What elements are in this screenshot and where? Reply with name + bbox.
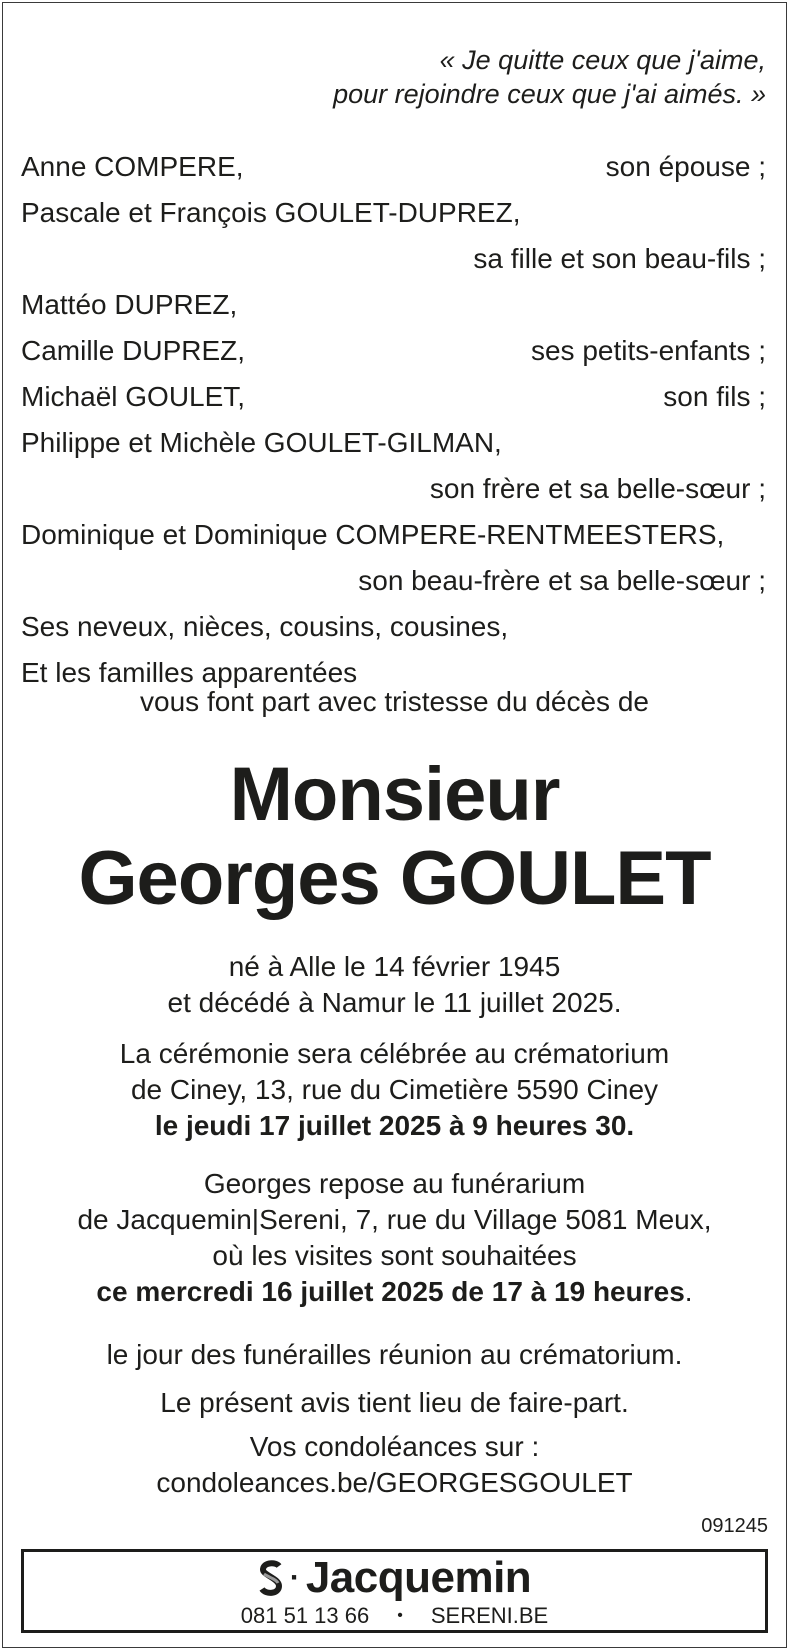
visit-line-1: Georges repose au funérarium bbox=[203, 1168, 586, 1199]
funeral-home-contact bbox=[24, 1602, 765, 1630]
bullet-separator: • bbox=[397, 1607, 403, 1624]
visit-date: ce mercredi 16 juillet 2025 de 17 à 19 heures bbox=[96, 1276, 685, 1307]
family-name: Et les familles apparentées bbox=[21, 657, 358, 688]
family-name: Dominique et Dominique COMPERE-RENTMEESTERS, bbox=[21, 519, 725, 550]
ceremony-block bbox=[3, 1036, 786, 1144]
family-relation: ses petits-enfants ; bbox=[530, 335, 766, 366]
family-name: Ses neveux, nièces, cousins, cousines, bbox=[21, 611, 509, 642]
family-name: Mattéo DUPREZ, bbox=[21, 289, 238, 320]
family-name: Michaël GOULET, bbox=[21, 381, 246, 412]
deceased-name: Georges GOULET bbox=[78, 836, 711, 921]
family-row bbox=[21, 190, 766, 236]
s-logo-icon bbox=[258, 1559, 284, 1597]
family-row bbox=[21, 282, 766, 328]
funeral-home-name: Jacquemin bbox=[305, 1553, 532, 1602]
funeral-home-logo bbox=[24, 1554, 765, 1602]
funeral-home-banner bbox=[21, 1549, 768, 1633]
notice-line: Le présent avis tient lieu de faire-part. bbox=[160, 1387, 629, 1418]
quote-line-2: pour rejoindre ceux que j'ai aimés. » bbox=[333, 79, 766, 109]
funeral-home-phone: 081 51 13 66 bbox=[240, 1603, 370, 1628]
family-relation: sa fille et son beau-fils ; bbox=[473, 243, 766, 274]
visit-date-line bbox=[3, 1274, 786, 1310]
family-relation: son beau-frère et sa belle-sœur ; bbox=[358, 565, 766, 596]
visit-line-3: où les visites sont souhaitées bbox=[212, 1240, 577, 1271]
family-row bbox=[21, 374, 766, 420]
family-relation: son fils ; bbox=[663, 381, 766, 412]
family-name: Camille DUPREZ, bbox=[21, 335, 246, 366]
deceased-title: Monsieur bbox=[229, 752, 560, 837]
family-row bbox=[21, 420, 766, 466]
death-line: et décédé à Namur le 11 juillet 2025. bbox=[167, 987, 622, 1018]
funeral-home-website: SERENI.BE bbox=[430, 1603, 549, 1628]
condolences-block bbox=[3, 1429, 786, 1501]
birth-line: né à Alle le 14 février 1945 bbox=[228, 951, 561, 982]
birth-death-block bbox=[3, 949, 786, 1021]
condolences-url: condoleances.be/GEORGESGOULET bbox=[156, 1467, 633, 1498]
family-name: Pascale et François GOULET-DUPREZ, bbox=[21, 197, 521, 228]
family-relation: son frère et sa belle-sœur ; bbox=[429, 473, 766, 504]
reference-number: 091245 bbox=[701, 1515, 768, 1537]
family-relation: son épouse ; bbox=[605, 151, 766, 182]
family-row bbox=[21, 328, 766, 374]
family-name: Anne COMPERE, bbox=[21, 151, 244, 182]
family-name: Philippe et Michèle GOULET-GILMAN, bbox=[21, 427, 502, 458]
epigraph-quote bbox=[333, 43, 766, 111]
family-row bbox=[21, 144, 766, 190]
meeting-line: le jour des funérailles réunion au crématorium. bbox=[106, 1339, 683, 1370]
family-row bbox=[21, 604, 766, 650]
family-row bbox=[21, 558, 766, 604]
visit-line-2: de Jacquemin|Sereni, 7, rue du Village 5081 Meux, bbox=[77, 1204, 712, 1235]
logo-dot: · bbox=[289, 1561, 300, 1594]
family-list bbox=[21, 144, 766, 696]
obituary-notice bbox=[2, 2, 787, 1648]
announcement-line: vous font part avec tristesse du décès de bbox=[140, 686, 649, 717]
ceremony-date: le jeudi 17 juillet 2025 à 9 heures 30. bbox=[154, 1110, 635, 1141]
visit-date-period: . bbox=[684, 1276, 693, 1307]
family-row bbox=[21, 512, 766, 558]
ceremony-line-2: de Ciney, 13, rue du Cimetière 5590 Ciney bbox=[130, 1074, 659, 1105]
family-row bbox=[21, 466, 766, 512]
ceremony-line-1: La cérémonie sera célébrée au crématorium bbox=[119, 1038, 670, 1069]
condolences-line: Vos condoléances sur : bbox=[249, 1431, 540, 1462]
quote-line-1: « Je quitte ceux que j'aime, bbox=[439, 45, 766, 75]
family-row bbox=[21, 236, 766, 282]
visit-block bbox=[3, 1166, 786, 1310]
